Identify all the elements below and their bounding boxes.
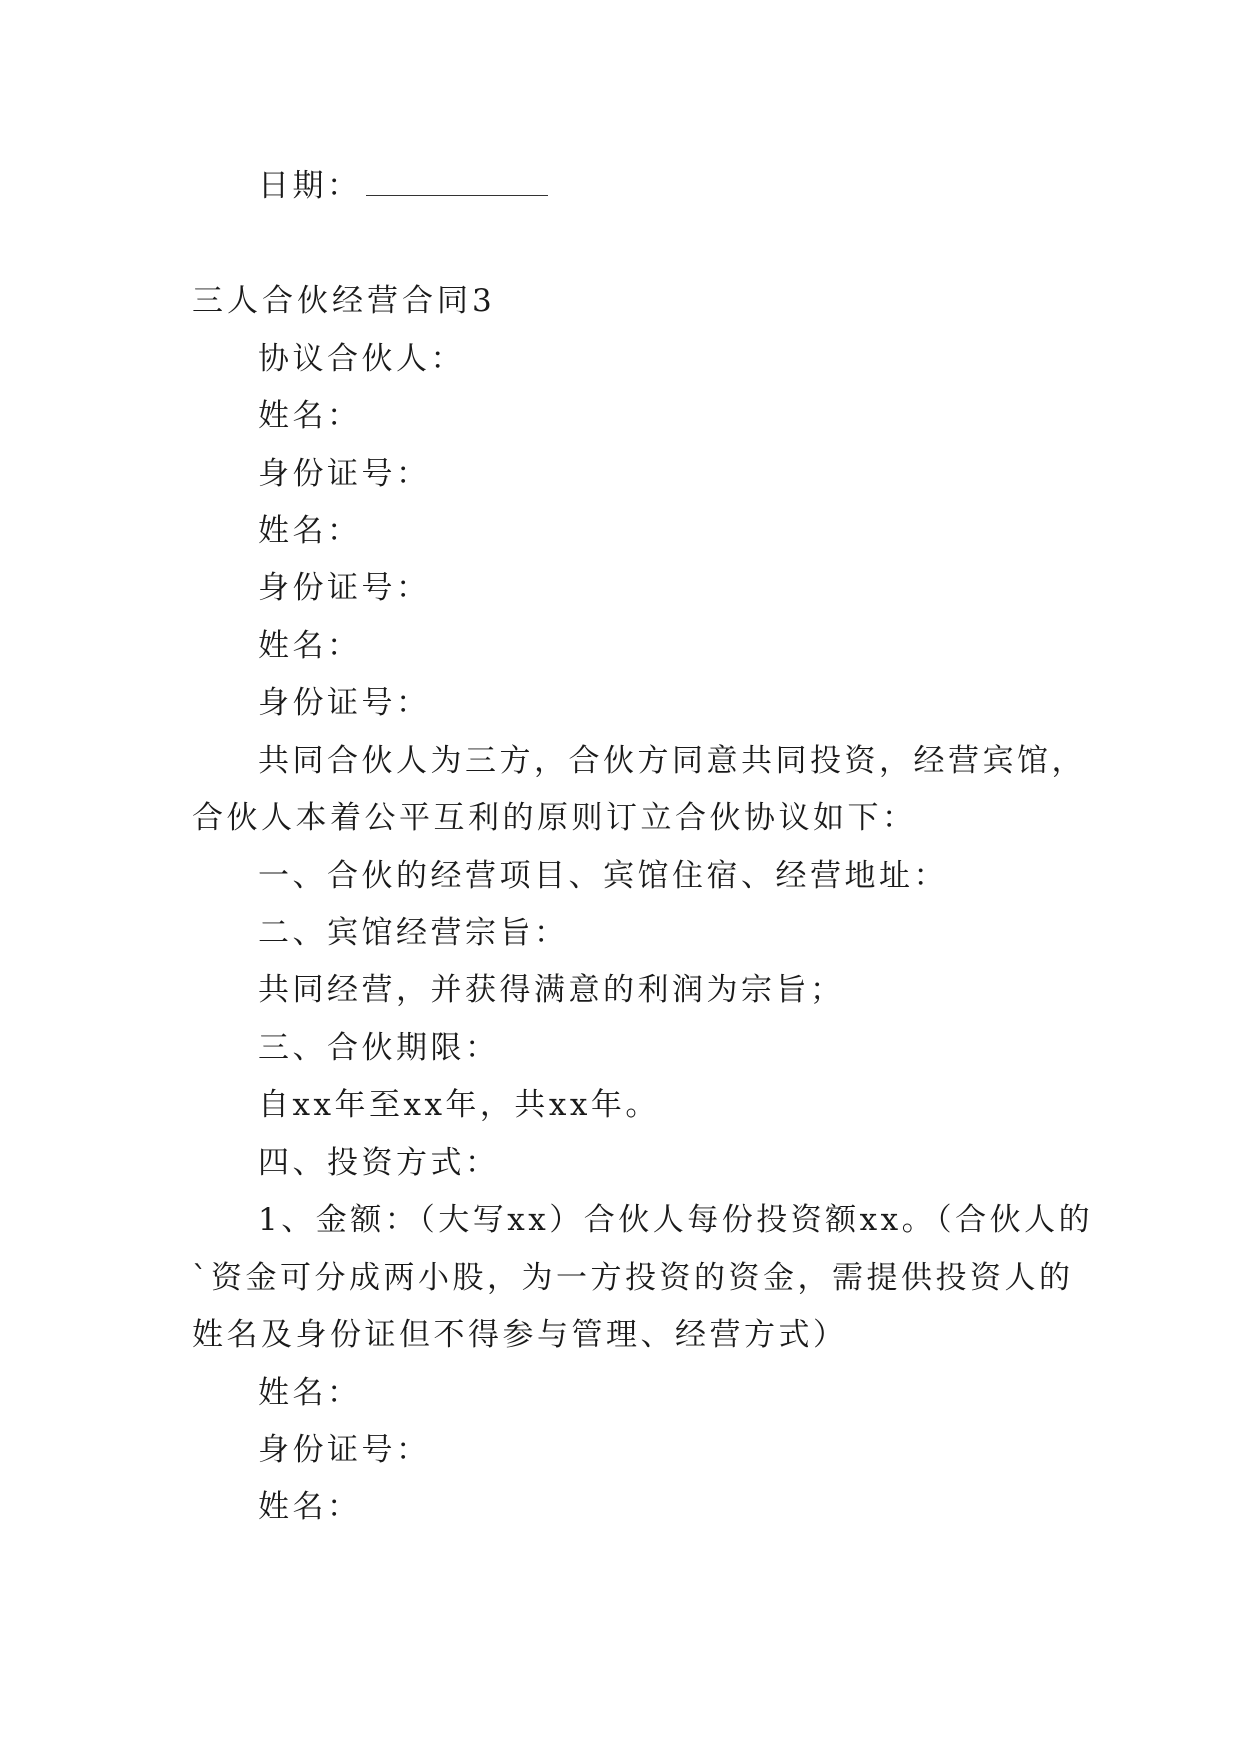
investment-paragraph-line2: `资金可分成两小股，为一方投资的资金，需提供投资人的 — [192, 1260, 1074, 1296]
party3-name-label: 姓名： — [258, 628, 362, 664]
party3-id-label: 身份证号： — [258, 685, 431, 721]
investor1-name-label: 姓名： — [258, 1375, 362, 1411]
intro-paragraph-line1: 共同合伙人为三方，合伙方同意共同投资，经营宾馆， — [258, 743, 1086, 779]
intro-paragraph-line2: 合伙人本着公平互利的原则订立合伙协议如下： — [192, 800, 917, 836]
section-4-heading: 四、投资方式： — [258, 1145, 500, 1181]
party1-name-label: 姓名： — [258, 398, 362, 434]
party2-name-label: 姓名： — [258, 513, 362, 549]
investment-paragraph-line1: 1、金额：（大写xx）合伙人每份投资额xx。（合伙人的 — [258, 1202, 1094, 1238]
date-blank — [366, 173, 548, 196]
date-line — [258, 168, 548, 204]
section-1-heading: 一、合伙的经营项目、宾馆住宿、经营地址： — [258, 858, 948, 894]
party2-id-label: 身份证号： — [258, 570, 431, 606]
investment-paragraph-line3: 姓名及身份证但不得参与管理、经营方式） — [192, 1317, 848, 1353]
section-3-heading: 三、合伙期限： — [258, 1030, 500, 1066]
section-3-body: 自xx年至xx年，共xx年。 — [258, 1087, 660, 1123]
investor2-name-label: 姓名： — [258, 1489, 362, 1525]
parties-heading: 协议合伙人： — [258, 341, 465, 377]
document-title: 三人合伙经营合同3 — [192, 283, 496, 319]
date-label: 日期： — [258, 168, 362, 204]
section-2-heading: 二、宾馆经营宗旨： — [258, 915, 569, 951]
party1-id-label: 身份证号： — [258, 456, 431, 492]
investor1-id-label: 身份证号： — [258, 1432, 431, 1468]
section-2-body: 共同经营，并获得满意的利润为宗旨； — [258, 972, 845, 1008]
